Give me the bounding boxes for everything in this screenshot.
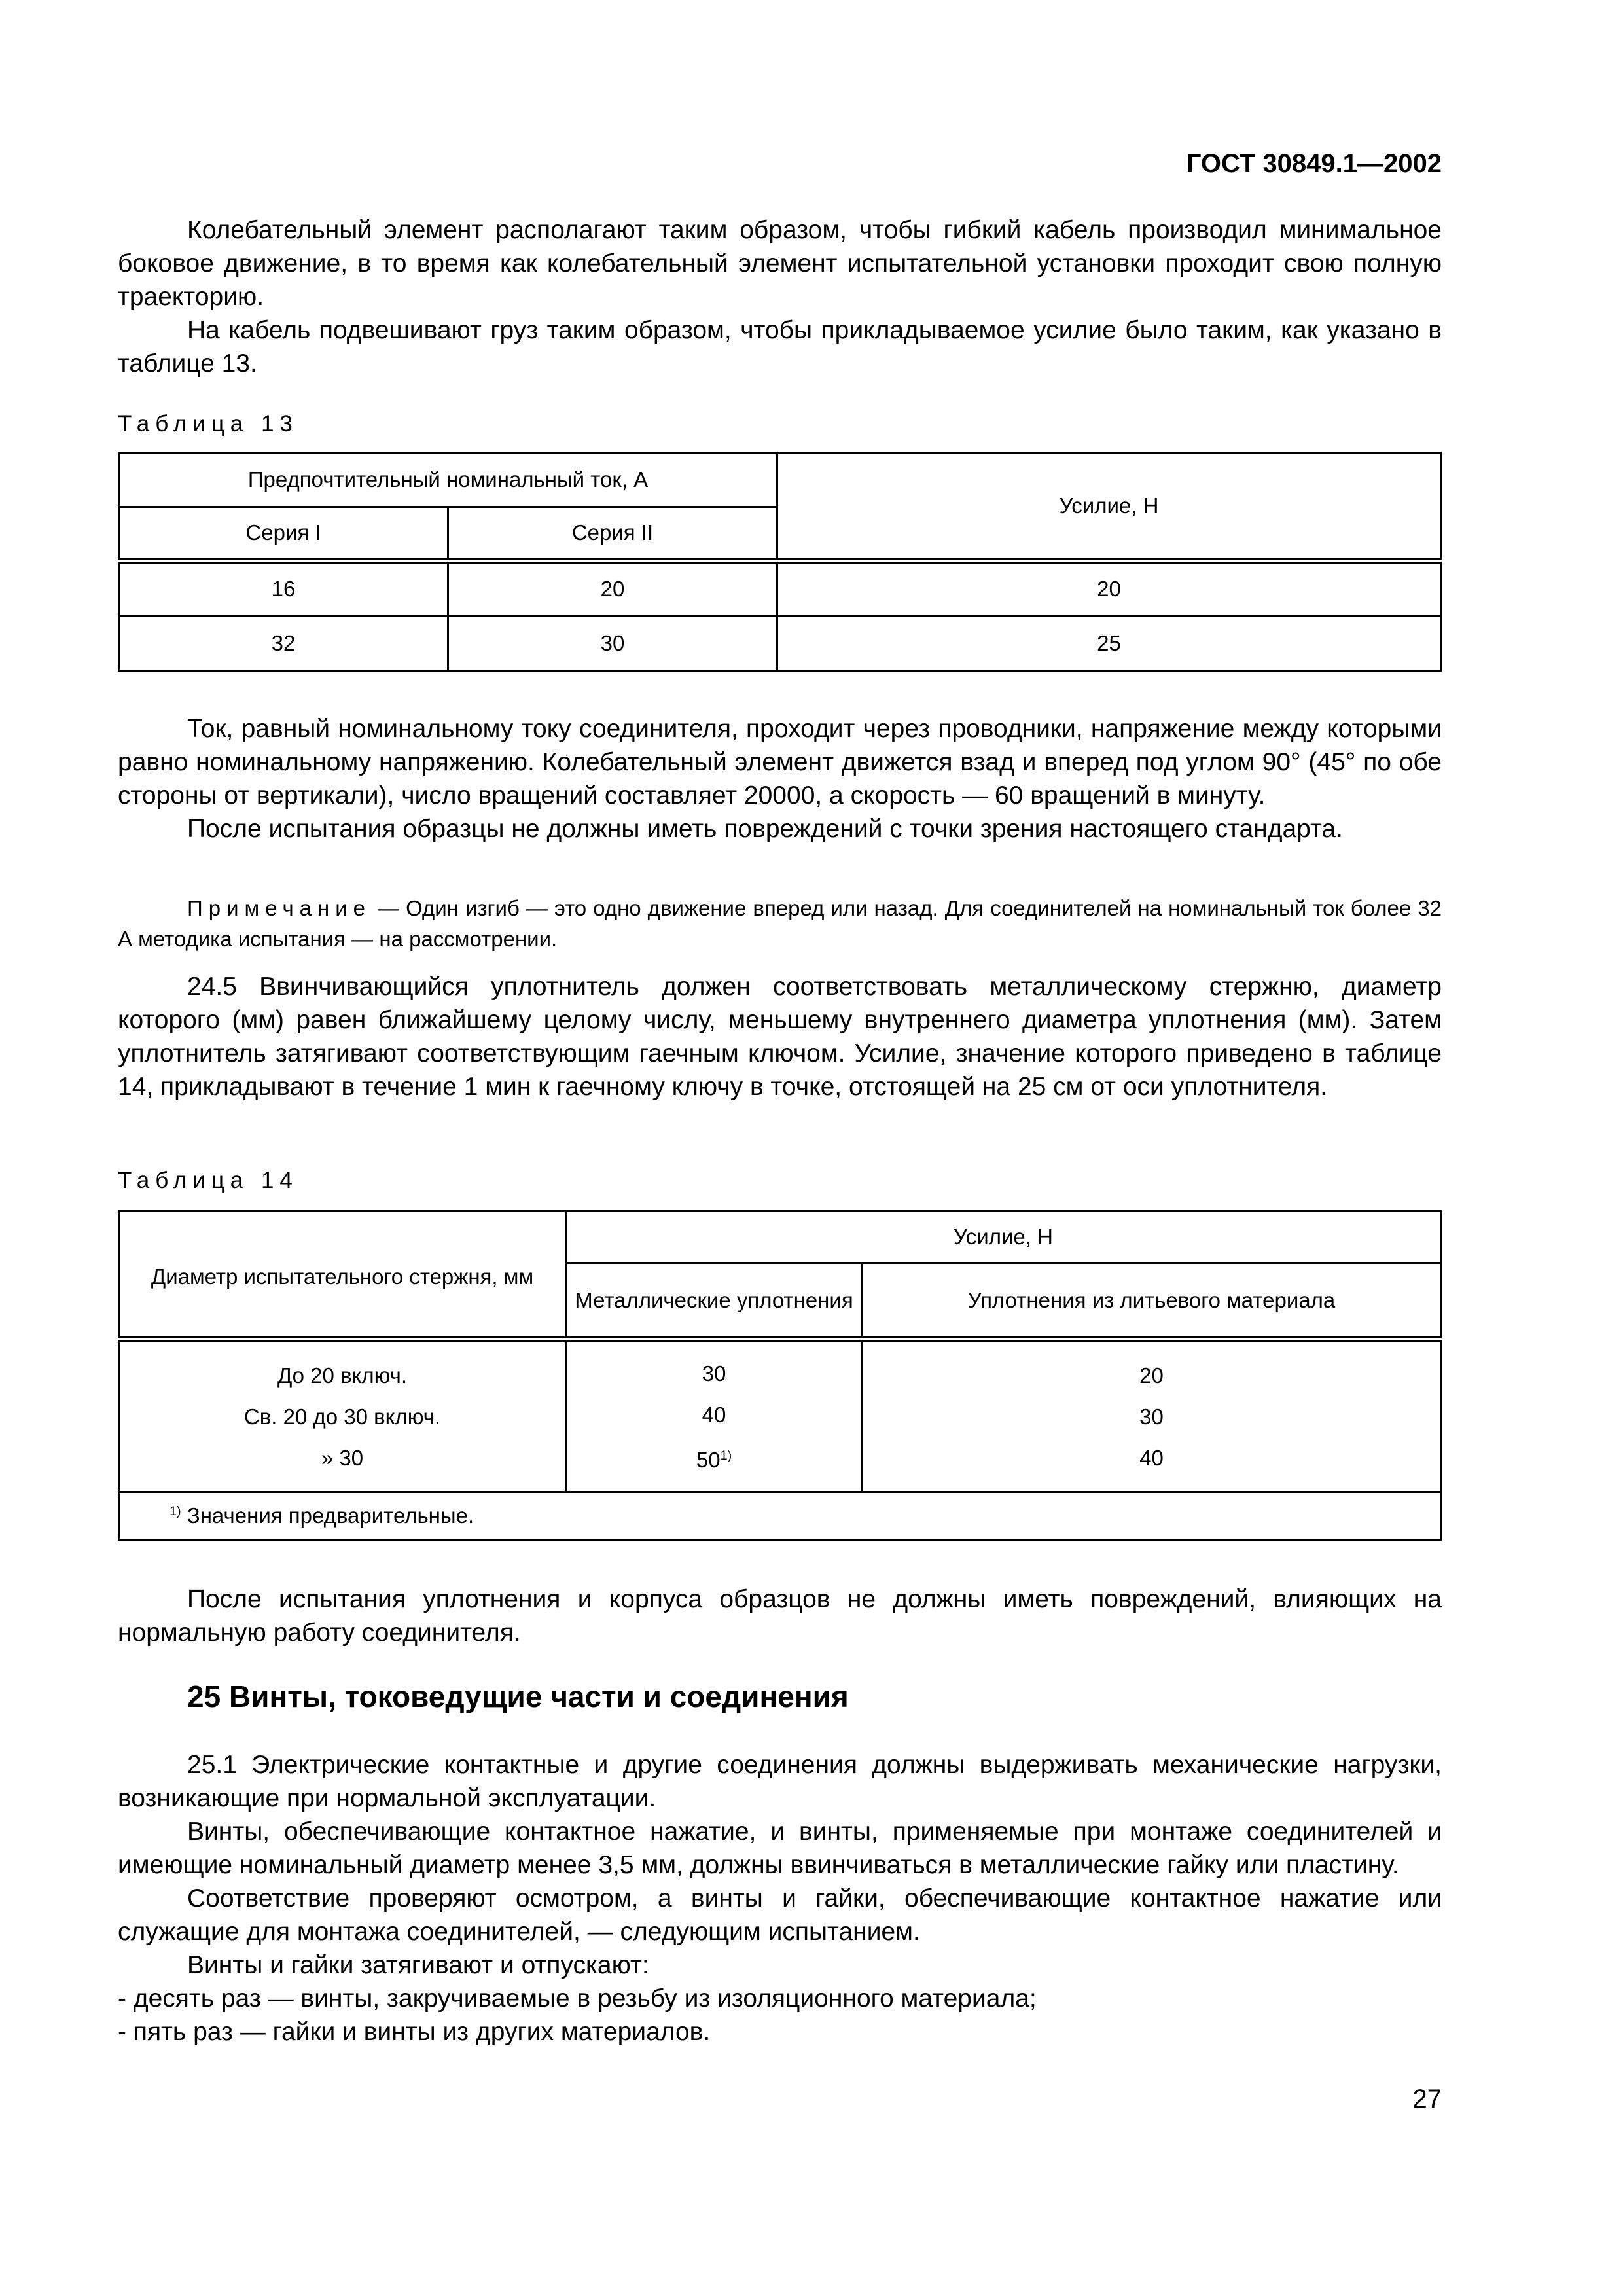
- table-13: [118, 452, 1442, 672]
- section-heading: 25 Винты, токоведущие части и соединения: [187, 1679, 849, 1713]
- table-cell: 40: [1139, 1446, 1164, 1470]
- table-cell: 20: [1139, 1363, 1164, 1388]
- table-header: Серия I: [119, 507, 448, 561]
- table-cell: 32: [119, 616, 448, 671]
- table-14: [118, 1210, 1442, 1541]
- table-body: [119, 1340, 1441, 1492]
- paragraph: Ток, равный номинальному току соединителя, проходит через проводники, напряжение между которыми равно номинальному напряжению. Колебательный элемент движется взад и вперед под углом 90° (45° по обе стороны от вертикали), число вращений составляет 20000, а скорость — 60 вращений в минуту.: [118, 715, 1442, 810]
- table-header: Металлические уплотнения: [566, 1263, 863, 1340]
- paragraph: Винты и гайки затягивают и отпускают:: [187, 1951, 649, 1979]
- footnote-mark: 1): [720, 1448, 732, 1463]
- table-header: Серия II: [448, 507, 777, 561]
- table-header: Диаметр испытательного стержня, мм: [119, 1211, 566, 1340]
- table-cell: 30: [448, 616, 777, 671]
- paragraph: На кабель подвешивают груз таким образом, чтобы прикладываемое усилие было таким, как указано в таблице 13.: [118, 316, 1442, 378]
- table-header: Усилие, Н: [777, 453, 1441, 561]
- table-13-caption: Таблица 13: [118, 411, 298, 437]
- intro-text: [118, 213, 1442, 380]
- after-table-text: [118, 1583, 1442, 1649]
- table-cell: 50$^{1)}$: [696, 1448, 732, 1472]
- paragraph: Соответствие проверяют осмотром, а винты и гайки, обеспечивающие контактное нажатие или служащие для монтажа соединителей, — следующим испытанием.: [118, 1884, 1442, 1946]
- table-cell: 16: [119, 561, 448, 616]
- clause-24-5: [118, 970, 1442, 1103]
- note-label: Примечание: [187, 896, 372, 920]
- page-number: 27: [1412, 2085, 1442, 2113]
- table-cell: 30: [1139, 1405, 1164, 1429]
- paragraph: После испытания уплотнения и корпуса образцов не должны иметь повреждений, влияющих на нормальную работу соединителя.: [118, 1585, 1442, 1647]
- paragraph: После испытания образцы не должны иметь повреждений с точки зрения настоящего стандарта.: [187, 815, 1343, 843]
- table-cell: Св. 20 до 30 включ.: [243, 1405, 441, 1429]
- list-item: - десять раз — винты, закручиваемые в резьбу из изоляционного материала;: [118, 1984, 1037, 2013]
- table-header: Усилие, Н: [566, 1211, 1441, 1263]
- paragraph: 25.1 Электрические контактные и другие соединения должны выдерживать механические нагрузки, возникающие при нормальной эксплуатации.: [118, 1751, 1442, 1812]
- table-footnote: $^{1)}$ Значения предварительные.: [119, 1492, 1441, 1540]
- table-header: Уплотнения из литьевого материала: [863, 1263, 1441, 1340]
- table-cell: 30: [702, 1361, 726, 1386]
- paragraph: Винты, обеспечивающие контактное нажатие, и винты, применяемые при монтаже соединителей и имеющие номинальный диаметр менее 3,5 мм, должны ввинчиваться в металлические гайку или пластину.: [118, 1818, 1442, 1879]
- table-cell: До 20 включ.: [277, 1363, 408, 1388]
- note: [118, 893, 1442, 954]
- table-row: [119, 561, 1441, 616]
- body-text: [118, 712, 1442, 846]
- paragraph: 24.5 Ввинчивающийся уплотнитель должен соответствовать металлическому стержню, диаметр которого (мм) равен ближайшему целому числу, меньшему внутреннего диаметра уплотнения (мм). Затем уплотнитель затягивают соответствующим гаечным ключом. Усилие, значение которого приведено в таблице 14, прикладывают в течение 1 мин к гаечному ключу в точке, отстоящей на 25 см от оси уплотнителя.: [118, 973, 1442, 1101]
- note-text: — Один изгиб — это одно движение вперед или назад. Для соединителей на номинальный ток более 32 А методика испытания — на рассмотрении.: [118, 896, 1442, 951]
- table-cell: 40: [702, 1403, 726, 1427]
- document-header: ГОСТ 30849.1—2002: [1186, 149, 1442, 178]
- table-14-caption: Таблица 14: [118, 1168, 298, 1193]
- table-row: [119, 616, 1441, 671]
- section-25-text: [118, 1748, 1442, 2049]
- table-cell: 25: [777, 616, 1441, 671]
- section-25: [118, 1679, 1442, 1714]
- paragraph: Колебательный элемент располагают таким образом, чтобы гибкий кабель производил минимальное боковое движение, в то время как колебательный элемент испытательной установки проходит свою полную траекторию.: [118, 216, 1442, 311]
- table-cell: 20: [448, 561, 777, 616]
- table-cell: » 30: [321, 1446, 364, 1470]
- list-item: - пять раз — гайки и винты из других материалов.: [118, 2018, 711, 2046]
- table-cell: 20: [777, 561, 1441, 616]
- table-header: Предпочтительный номинальный ток, А: [119, 453, 777, 507]
